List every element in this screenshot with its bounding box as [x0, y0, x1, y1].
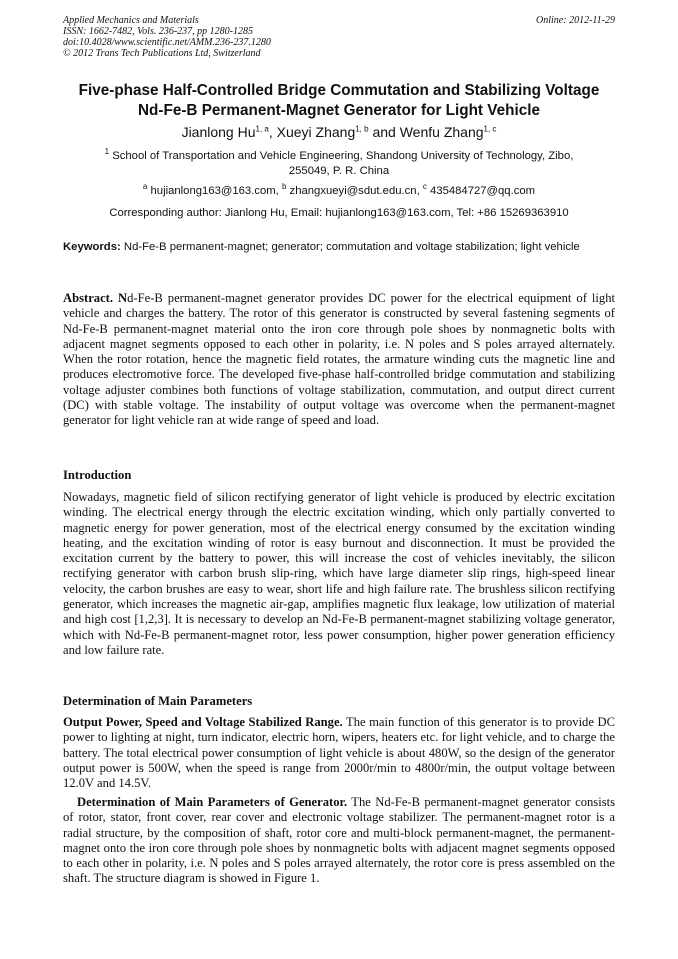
journal-header — [63, 15, 615, 59]
author-separator: , — [268, 124, 277, 140]
title-line-2: Nd-Fe-B Permanent-Magnet Generator for Light Vehicle — [137, 101, 541, 119]
affiliation-line-1: School of Transportation and Vehicle Engineering, Shandong University of Technology, Zibo, — [112, 150, 574, 162]
title-line-1: Five-phase Half-Controlled Bridge Commutation and Stabilizing Voltage — [78, 82, 600, 99]
abstract-text: d-Fe-B permanent-magnet generator provides DC power for the electrical equipment of light vehicle and charges the battery. The rotor of this generator is constructed by several fastening segments of Nd-Fe-B permanent-magnet material onto the iron core through pole shoes by nonmagnetic bolts with adjacent magnet segments opposed to each other in polarity, i.e. N poles and S poles arrayed alternately. When the rotor rotation, hence the magnetic field rotates, the armature winding cuts the magnetic line and produces electromotive force. The developed five-phase half-controlled bridge commutation and stabilizing voltage adjuster combines both functions of voltage stabilization, commutation, and output direct current (DC) with stable voltage. The instability of output voltage was overcome when the permanent-magnet generator for light vehicle ran at wide range of speed and load. — [63, 291, 615, 428]
online-date: Online: 2012-11-29 — [536, 15, 615, 26]
doi-line: doi:10.4028/www.scientific.net/AMM.236-237.1280 — [63, 37, 271, 48]
keywords-label: Keywords: — [63, 241, 121, 253]
paper-title — [40, 81, 638, 120]
output-power-label: Output Power, Speed and Voltage Stabilized Range. — [63, 715, 343, 729]
main-parameters-heading: Determination of Main Parameters — [63, 694, 253, 708]
output-power-text: The main function of this generator is to provide DC power to lighting at night, turn indicator, electric horn, wipers, heaters etc. for light vehicle, and to charge the battery. The total electrical power consumption of light vehicle is about 480W, so the design of the generator output power is 500W, when the speed is range from 2000r/min to 4800r/min, the output voltage between 12.0V and 14.5V. — [63, 715, 615, 791]
author-name: Jianlong Hu — [181, 124, 256, 140]
corresponding-author: Corresponding author: Jianlong Hu, Email: hujianlong163@163.com, Tel: +86 15269363910 — [109, 207, 569, 219]
email-list: $^a$ hujianlong163@163.com, $^b$ zhangxueyi@sdut.edu.cn, $^c$ 435484727@qq.com — [142, 182, 536, 197]
generator-parameters-paragraph — [63, 795, 615, 887]
author-conjunction: and — [368, 124, 400, 140]
author-sup: 1, a — [255, 124, 269, 134]
author-sup: 1, c — [483, 124, 497, 134]
email-link[interactable]: zhangxueyi@sdut.edu.cn — [289, 185, 417, 197]
keywords-text: Nd-Fe-B permanent-magnet; generator; commutation and voltage stabilization; light vehicle — [123, 241, 580, 253]
email-link[interactable]: 435484727@qq.com — [430, 185, 536, 197]
email-link[interactable]: hujianlong163@163.com — [150, 185, 276, 197]
author-name: Xueyi Zhang — [276, 124, 356, 140]
journal-name: Applied Mechanics and Materials — [63, 15, 199, 26]
generator-parameters-text: The Nd-Fe-B permanent-magnet generator consists of rotor, stator, front cover, rear cover and electronic voltage stabilizer. The permanent-magnet rotor is a radial structure, by the composition of shaft, rotor core and multi-block permanent-magnet, the permanent-magnet onto the iron core through pole shoes by nonmagnetic bolts with adjacent magnet segments opposed to each other in polarity, i.e. N poles and S poles arrayed alternately, the rotor core is press assembled on the shaft. The structure diagram is showed in Figure 1. — [63, 795, 615, 886]
affiliation-line-2: 255049, P. R. China — [288, 165, 390, 177]
abstract-label: Abstract. N — [63, 291, 128, 305]
issn-line: ISSN: 1662-7482, Vols. 236-237, pp 1280-1285 — [63, 26, 253, 37]
copyright-line: © 2012 Trans Tech Publications Ltd, Switzerland — [63, 48, 261, 59]
introduction-heading: Introduction — [63, 468, 132, 482]
author-list — [40, 123, 638, 141]
output-power-paragraph — [63, 715, 615, 791]
author-sup: 1, b — [355, 124, 369, 134]
affiliation — [60, 149, 618, 179]
author-name: Wenfu Zhang — [399, 124, 484, 140]
email-sup: b — [281, 182, 287, 192]
keywords — [63, 240, 615, 256]
email-sup: c — [422, 182, 427, 192]
affiliation-sup: 1 — [104, 147, 110, 157]
email-sup: a — [142, 182, 148, 192]
abstract — [63, 291, 615, 429]
introduction-paragraph: Nowadays, magnetic field of silicon rectifying generator of light vehicle is produced by electric excitation winding. The electrical energy through the electric excitation winding, which only partially converted to magnetic energy for power generation, most of the electrical energy consumed by the excitation winding heating, and the excitation winding of rotor is easy burnout and disconnection. It must be provided the excitation current by the battery to power, this will increase the cost of vehicles inevitably, the silicon rectifying generator with carbon brush slip-ring, which have large diameter slip rings, high-speed linear velocity, the carbon brushes are easy to wear, short life and high failure rate. The brushless silicon rectifying generator, which increases the magnetic air-gap, amplifies magnetic flux leakage, low utilization of material and high cost [1,2,3]. It is necessary to develop an Nd-Fe-B permanent-magnet stabilizing voltage generator, which with Nd-Fe-B permanent-magnet rotor, less power consumption, higher power generation efficiency and low failure rate. — [63, 490, 615, 657]
generator-parameters-label: Determination of Main Parameters of Generator. — [77, 795, 348, 809]
